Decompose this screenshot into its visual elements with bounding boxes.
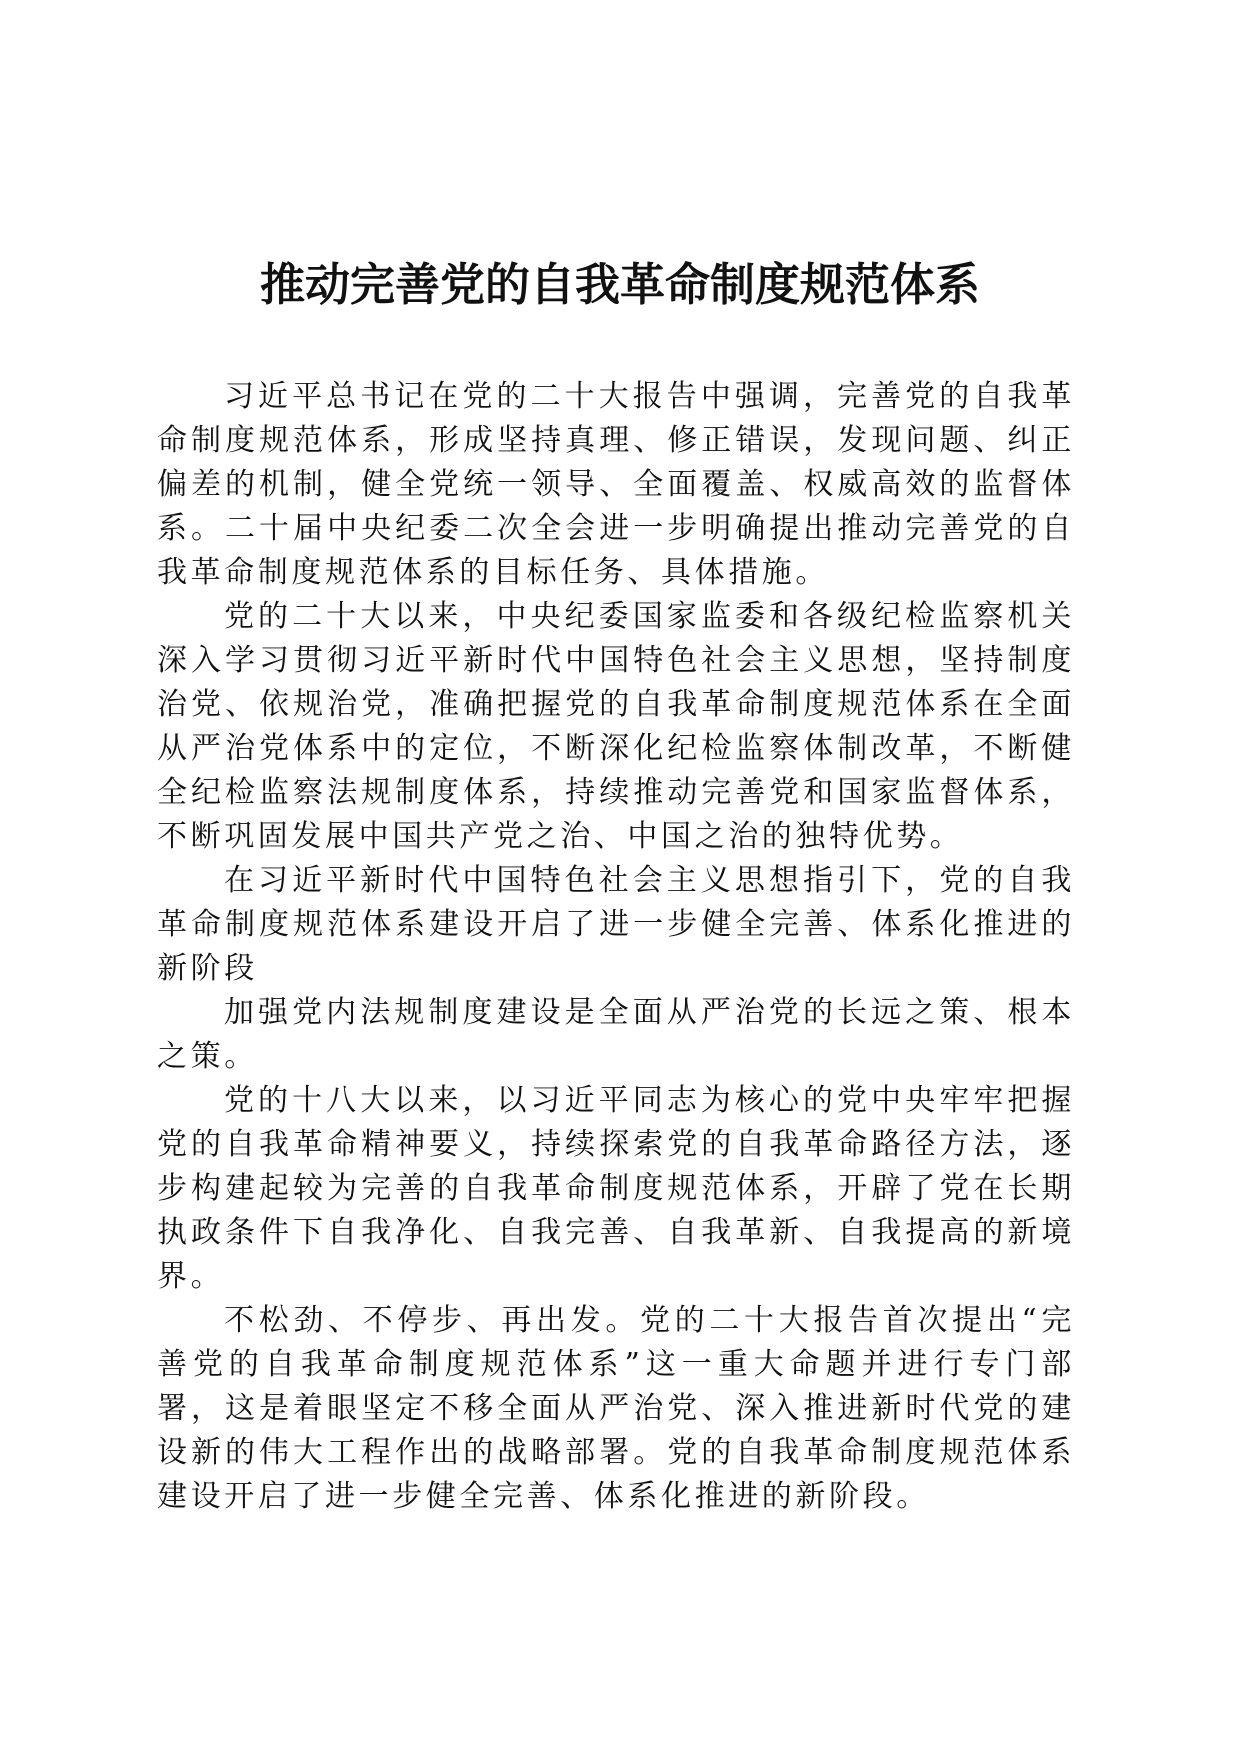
paragraph: 党的十八大以来，以习近平同志为核心的党中央牢牢把握党的自我革命精神要义，持续探索党的自我革命路径方法，逐步构建起较为完善的自我革命制度规范体系，开辟了党在长期执政条件下自我净化、自我完善、自我革新、自我提高的新境界。 xyxy=(157,1083,1075,1294)
document-body xyxy=(157,375,1075,1519)
paragraph: 习近平总书记在党的二十大报告中强调，完善党的自我革命制度规范体系，形成坚持真理、修正错误，发现问题、纠正偏差的机制，健全党统一领导、全面覆盖、权威高效的监督体系。二十届中央纪委二次全会进一步明确提出推动完善党的自我革命制度规范体系的目标任务、具体措施。 xyxy=(157,379,1075,590)
paragraph: 在习近平新时代中国特色社会主义思想指引下，党的自我革命制度规范体系建设开启了进一步健全完善、体系化推进的新阶段 xyxy=(157,863,1075,986)
paragraph: 不松劲、不停步、再出发。党的二十大报告首次提出“完善党的自我革命制度规范体系”这一重大命题并进行专门部署，这是着眼坚定不移全面从严治党、深入推进新时代党的建设新的伟大工程作出的战略部署。党的自我革命制度规范体系建设开启了进一步健全完善、体系化推进的新阶段。 xyxy=(157,1303,1075,1514)
paragraph: 加强党内法规制度建设是全面从严治党的长远之策、根本之策。 xyxy=(157,995,1075,1074)
paragraph: 党的二十大以来，中央纪委国家监委和各级纪检监察机关深入学习贯彻习近平新时代中国特色社会主义思想，坚持制度治党、依规治党，准确把握党的自我革命制度规范体系在全面从严治党体系中的定位，不断深化纪检监察体制改革，不断健全纪检监察法规制度体系，持续推动完善党和国家监督体系，不断巩固发展中国共产党之治、中国之治的独特优势。 xyxy=(157,599,1075,854)
document-title: 推动完善党的自我革命制度规范体系 xyxy=(259,258,980,311)
